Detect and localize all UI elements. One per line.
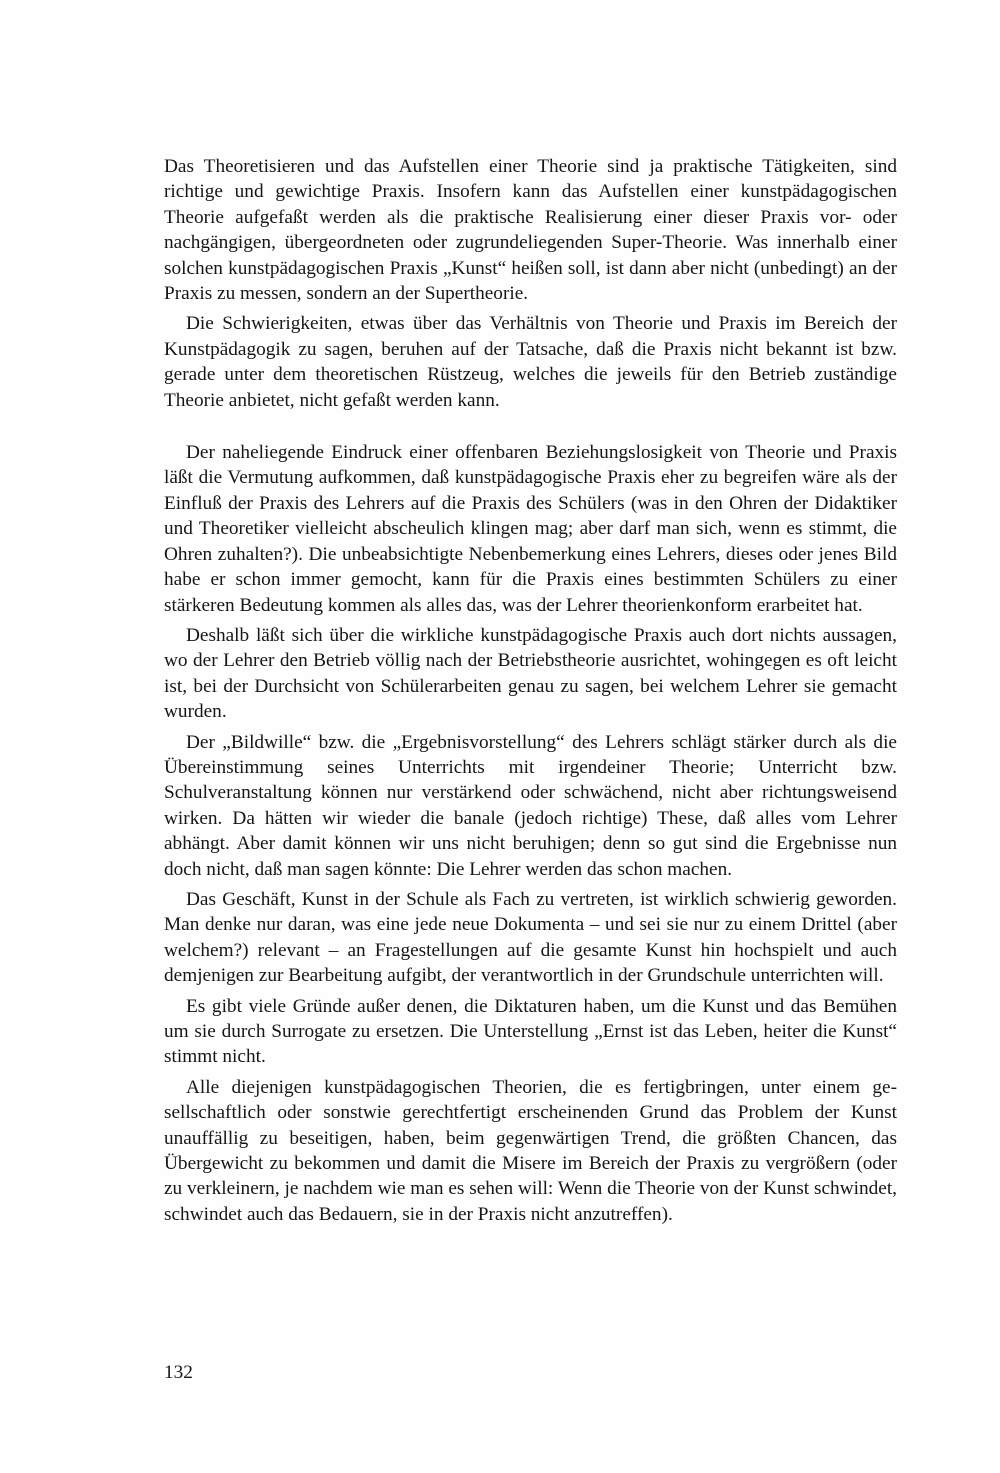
body-text xyxy=(164,154,897,1232)
paragraph-7: Es gibt viele Gründe außer denen, die Diktaturen haben, um die Kunst und das Bemühen um sie durch Surrogate zu ersetzen. Die Unterstellung „Ernst ist das Leben, heiter die Kunst“ stimmt nicht. xyxy=(164,995,897,1068)
paragraph-3: Der naheliegende Eindruck einer offenbaren Beziehungslosigkeit von Theorie und Praxis läßt die Vermutung aufkommen, daß kunstpädagogische Praxis eher zu begreifen wäre als der Einfluß der Praxis des Lehrers auf die Praxis des Schülers (was in den Ohren der Didaktiker und Theoretiker vielleicht abscheulich klingen mag; aber darf man sich, wenn es stimmt, die Ohren zuhalten?). Die unbeabsichtigte Nebenbemerkung eines Lehrers, dieses oder jenes Bild habe er schon immer gemocht, kann für die Praxis eines bestimmten Schülers zu einer stärkeren Bedeutung kommen als alles das, was der Lehrer theorienkonform erarbeitet hat. xyxy=(164,442,897,616)
page-number: 132 xyxy=(164,1362,193,1383)
paragraph-6: Das Geschäft, Kunst in der Schule als Fach zu vertreten, ist wirklich schwierig geworden. Man denke nur daran, was eine jede neue Dokumenta – und sei sie nur zu einem Drittel (aber welchem?) relevant – an Fragestellungen auf die gesamte Kunst hin hochspielt und auch demjenigen zur Bearbeitung aufgibt, der verantwortlich in der Grundschule unterrichten will. xyxy=(164,888,897,987)
paragraph-5: Der „Bildwille“ bzw. die „Ergebnisvorstellung“ des Lehrers schlägt stärker durch als die Übereinstimmung seines Unterrichts mit irgendeiner Theorie; Unterricht bzw. Schulveranstaltung können nur verstärkend oder schwächend, nicht aber richtungsweisend wirken. Da hätten wir wieder die banale (jedoch richtige) These, daß alles vom Lehrer abhängt. Aber damit können wir uns nicht beruhigen; denn so gut sind die Ergebnisse nun doch nicht, daß man sagen könnte: Die Lehrer werden das schon machen. xyxy=(164,731,897,880)
paragraph-2: Die Schwierigkeiten, etwas über das Verhältnis von Theorie und Praxis im Bereich der Kunstpädagogik zu sagen, beruhen auf der Tatsache, daß die Praxis nicht bekannt ist bzw. gerade unter dem theoretischen Rüstzeug, welches die jeweils für den Betrieb zuständige Theorie anbietet, nicht gefaßt werden kann. xyxy=(164,313,897,411)
paragraph-8: Alle diejenigen kunstpädagogischen Theorien, die es fertigbringen, unter einem gesellschaftlich oder sonstwie gerechtfertigt erscheinenden Grund das Problem der Kunst unauffällig zu beseitigen, haben, beim gegenwärtigen Trend, die größten Chancen, das Übergewicht zu bekommen und damit die Misere im Bereich der Praxis zu vergrößern (oder zu verkleinern, je nachdem wie man es sehen will: Wenn die Theorie von der Kunst schwindet, schwindet auch das Bedauern, sie in der Praxis nicht anzutreffen). xyxy=(164,1076,897,1225)
paragraph-4: Deshalb läßt sich über die wirkliche kunstpädagogische Praxis auch dort nichts aussagen, wo der Lehrer den Betrieb völlig nach der Betriebstheorie ausrichtet, wohingegen es oft leicht ist, bei der Durchsicht von Schülerarbeiten genau zu sagen, bei welchem Lehrer sie gemacht wurden. xyxy=(164,624,897,723)
paragraph-1: Das Theoretisieren und das Aufstellen einer Theorie sind ja praktische Tätigkeiten, sind richtige und gewichtige Praxis. Insofern kann das Aufstellen einer kunstpädagogischen Theorie aufgefaßt werden als die praktische Realisierung einer dieser Praxis vor- oder nachgängigen, übergeordneten oder zugrundeliegenden Super-Theorie. Was innerhalb einer solchen kunstpädagogischen Praxis „Kunst“ heißen soll, ist dann aber nicht (unbedingt) an der Praxis zu messen, sondern an der Supertheorie. xyxy=(164,156,897,305)
